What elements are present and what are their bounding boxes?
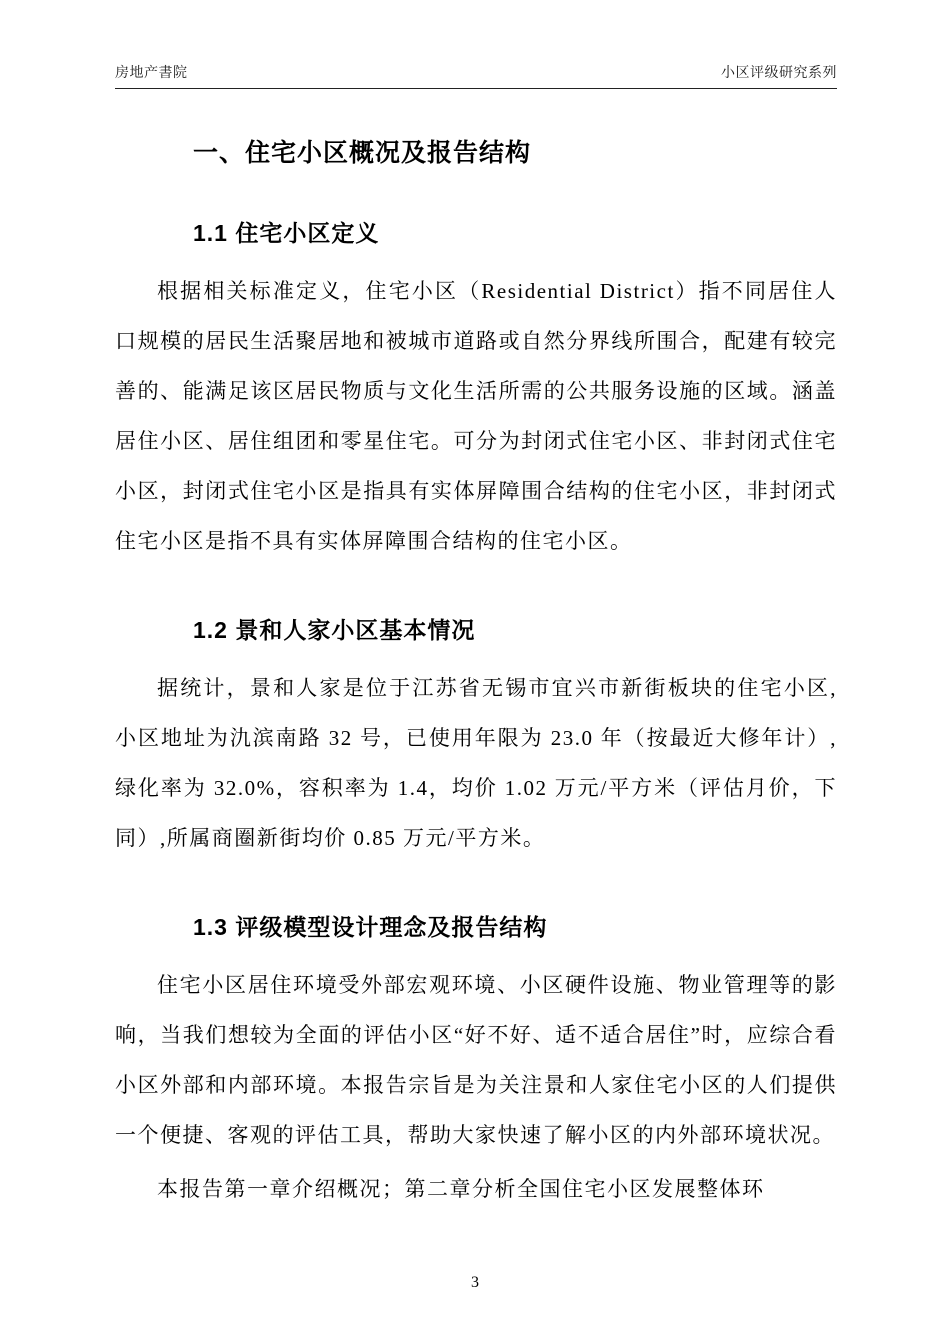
section-1-3-paragraph-2: 本报告第一章介绍概况；第二章分析全国住宅小区发展整体环 — [157, 1177, 765, 1201]
page-number: 3 — [471, 1274, 479, 1291]
page-header — [115, 0, 837, 82]
header-left-text: 房地产書院 — [115, 64, 188, 80]
header-right-text: 小区评级研究系列 — [721, 64, 837, 80]
section-1-1-paragraph: 根据相关标准定义，住宅小区（Residential District）指不同居住人口规模的居民生活聚居地和被城市道路或自然分界线所围合，配建有较完善的、能满足该区居民物质与文化生活所需的公共服务设施的区域。涵盖居住小区、居住组团和零星住宅。可分为封闭式住宅小区、非封闭式住宅小区，封闭式住宅小区是指具有实体屏障围合结构的住宅小区，非封闭式住宅小区是指不具有实体屏障围合结构的住宅小区。 — [115, 279, 837, 553]
section-heading-1-2: 1.2 景和人家小区基本情况 — [193, 617, 476, 643]
header-divider — [115, 88, 837, 89]
page-footer — [0, 1274, 950, 1292]
page-content — [115, 0, 837, 1214]
section-1-2-paragraph: 据统计，景和人家是位于江苏省无锡市宜兴市新街板块的住宅小区,小区地址为氿滨南路 32 号，已使用年限为 23.0 年（按最近大修年计）,绿化率为 32.0%，容积率为 1.4，均价 1.02 万元/平方米（评估月价，下同）,所属商圈新街均价 0.85 万元/平方米。 — [115, 676, 837, 850]
document-title: 一、住宅小区概况及报告结构 — [193, 139, 532, 167]
section-1-3-paragraph-1: 住宅小区居住环境受外部宏观环境、小区硬件设施、物业管理等的影响，当我们想较为全面的评估小区“好不好、适不适合居住”时，应综合看小区外部和内部环境。本报告宗旨是为关注景和人家住宅小区的人们提供一个便捷、客观的评估工具，帮助大家快速了解小区的内外部环境状况。 — [115, 973, 837, 1147]
section-heading-1-3: 1.3 评级模型设计理念及报告结构 — [193, 914, 548, 940]
section-heading-1-1: 1.1 住宅小区定义 — [193, 220, 380, 246]
